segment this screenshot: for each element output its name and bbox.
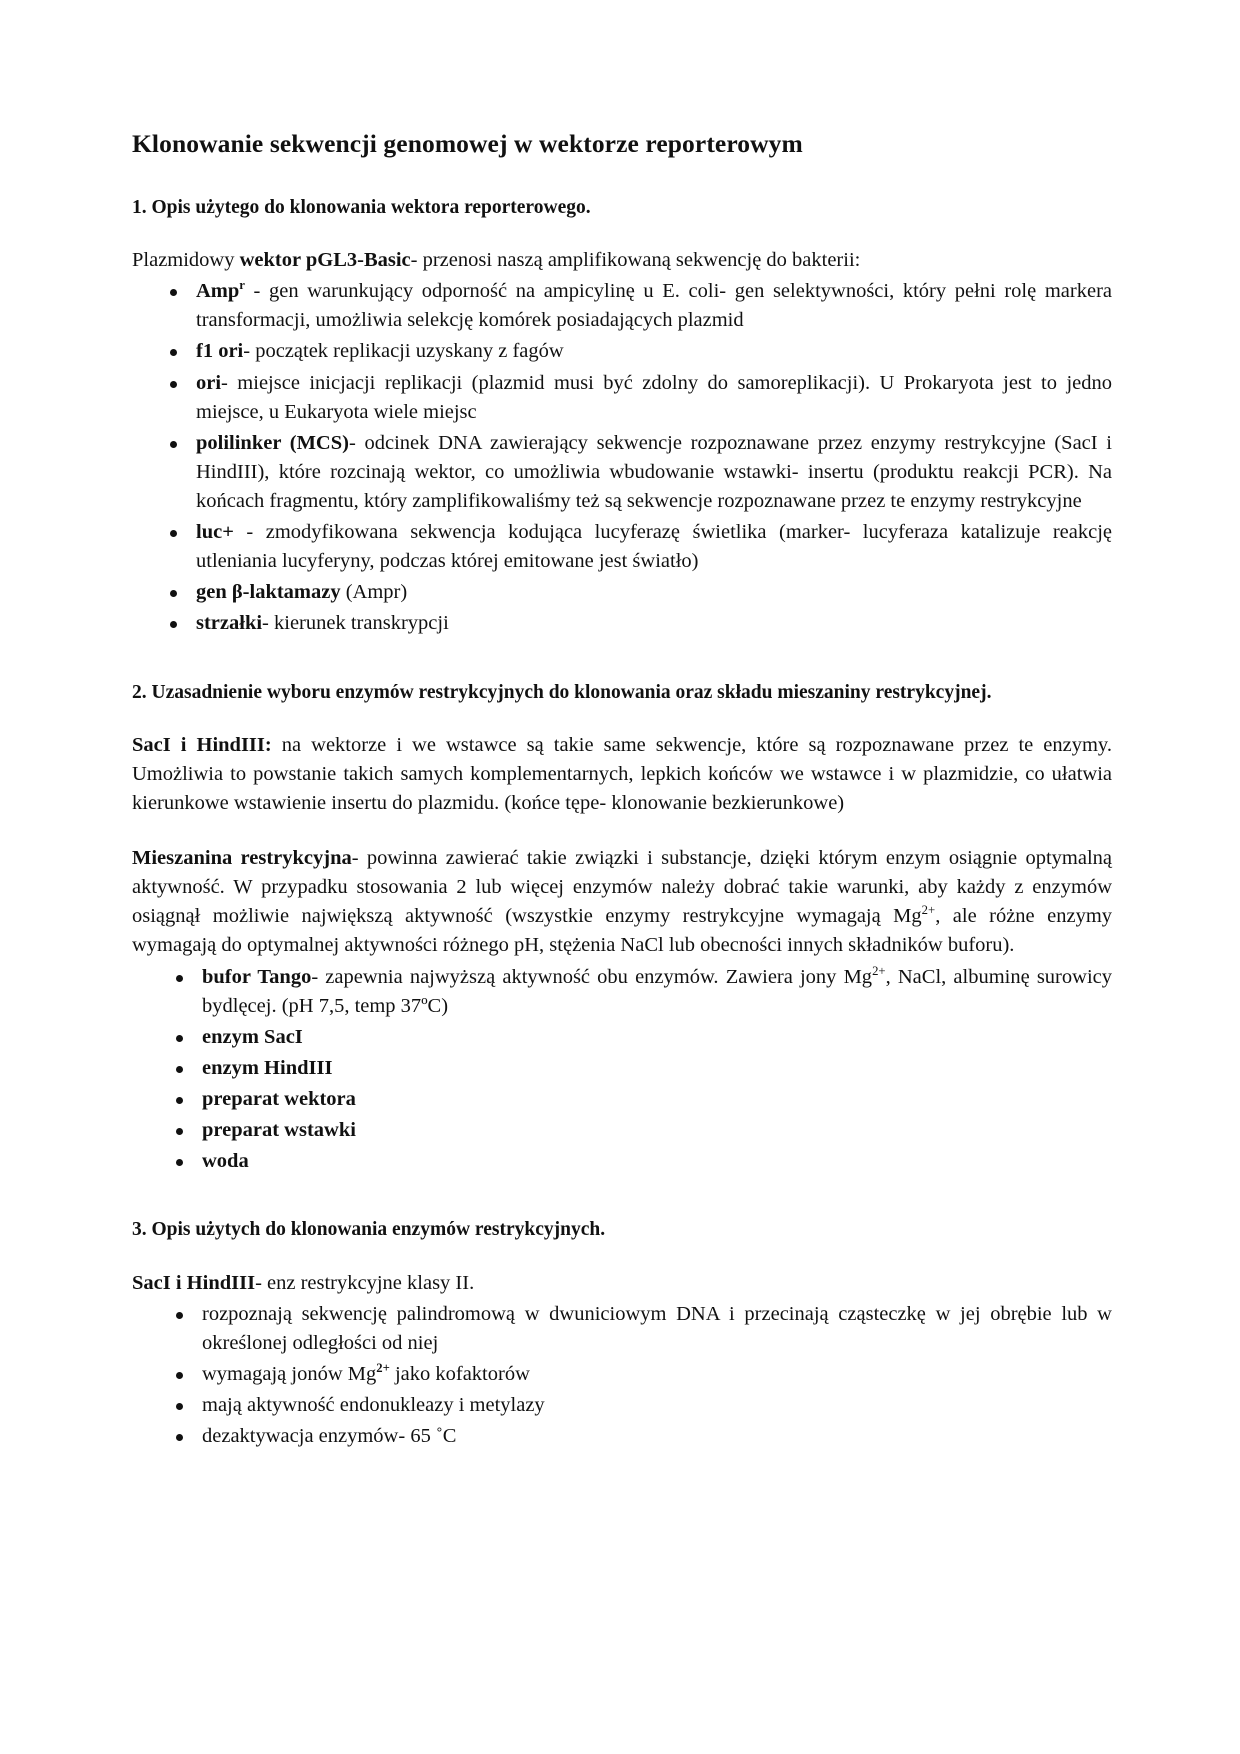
list-item bbox=[132, 337, 1112, 366]
paragraph-text: na wektorze i we wstawce są takie same sekwencje, które są rozpoznawane przez te enzymy. Umożliwia to powstanie takich samych komplementarnych, lepkich końców we wstawce i w plazmidzie, co ułatwia kierunkowe wstawienie insertu do plazmidu. (końce tępe- klonowanie bezkierunkowe) bbox=[132, 733, 1112, 815]
bullet-term: bufor Tango bbox=[202, 965, 312, 988]
bullet-text: (Ampr) bbox=[340, 581, 408, 604]
bullet-term: gen β-laktamazy bbox=[196, 581, 341, 604]
bullet-text: - zmodyfikowana sekwencja kodująca lucyferazę świetlika (marker- lucyferaza katalizuje reakcję utleniania lucyferyny, podczas której emitowane jest światło) bbox=[196, 521, 1112, 573]
bullet-text-a: dezaktywacja enzymów- 65 ˚C bbox=[202, 1425, 457, 1448]
intro-text-before: Plazmidowy bbox=[132, 249, 240, 272]
bullet-term: enzym SacI bbox=[202, 1025, 303, 1048]
bullet-text: - początek replikacji uzyskany z fagów bbox=[243, 340, 564, 363]
magnesium-superscript: 2+ bbox=[921, 903, 936, 918]
magnesium-superscript: 2+ bbox=[872, 963, 886, 978]
list-item bbox=[132, 1422, 1112, 1451]
list-item bbox=[132, 1023, 1112, 1052]
bullet-term: Amp bbox=[196, 280, 240, 303]
bullet-text-b: jako kofaktorów bbox=[389, 1362, 530, 1385]
list-item bbox=[132, 1147, 1112, 1176]
section-2-paragraph-2 bbox=[132, 844, 1112, 960]
bullet-text-c: C) bbox=[427, 994, 449, 1017]
section-1-intro-paragraph bbox=[132, 246, 1112, 275]
section-1-bullet-list bbox=[132, 277, 1112, 638]
bullet-term: ori bbox=[196, 371, 222, 394]
section-1-heading: 1. Opis użytego do klonowania wektora reporterowego. bbox=[132, 196, 591, 218]
paragraph-lead-term: SacI i HindIII bbox=[132, 1271, 256, 1294]
bullet-text: - miejsce inicjacji replikacji (plazmid musi być zdolny do samoreplikacji). U Prokaryota jest to jedno miejsce, u Eukaryota wiele miejsc bbox=[196, 371, 1112, 423]
section-2-heading: 2. Uzasadnienie wyboru enzymów restrykcyjnych do klonowania oraz składu mieszaniny restrykcyjnej. bbox=[132, 681, 992, 703]
bullet-term: woda bbox=[202, 1150, 249, 1173]
bullet-term: luc+ bbox=[196, 521, 234, 544]
bullet-text-a: - zapewnia najwyższą aktywność obu enzymów. Zawiera jony Mg bbox=[311, 965, 873, 988]
bullet-term: preparat wstawki bbox=[202, 1119, 356, 1142]
bullet-term: enzym HindIII bbox=[202, 1056, 333, 1079]
list-item bbox=[132, 1391, 1112, 1420]
bullet-text: - odcinek DNA zawierający sekwencje rozpoznawane przez enzymy restrykcyjne (SacI i HindIII), które rozcinają wektor, co umożliwia wbudowanie wstawki- insertu (produktu reakcji PCR). Na końcach fragmentu, który zamplifikowaliśmy też są sekwencje rozpoznawane przez te enzymy restrykcyjne bbox=[196, 431, 1112, 513]
bullet-text-a: mają aktywność endonukleazy i metylazy bbox=[202, 1394, 545, 1417]
magnesium-superscript: 2+ bbox=[376, 1361, 390, 1376]
paragraph-lead-term: Mieszanina restrykcyjna bbox=[132, 847, 352, 870]
list-item bbox=[132, 609, 1112, 638]
list-item bbox=[132, 578, 1112, 607]
list-item bbox=[132, 277, 1112, 335]
bullet-text: - kierunek transkrypcji bbox=[262, 612, 449, 635]
list-item bbox=[132, 1360, 1112, 1389]
bullet-term: f1 ori bbox=[196, 340, 244, 363]
section-3-paragraph bbox=[132, 1269, 1112, 1298]
bullet-term-superscript: r bbox=[239, 278, 245, 293]
section-2-paragraph-1 bbox=[132, 731, 1112, 818]
paragraph-text: - enz restrykcyjne klasy II. bbox=[255, 1271, 475, 1294]
list-item bbox=[132, 429, 1112, 516]
intro-bold-term: wektor pGL3-Basic bbox=[239, 249, 411, 272]
page-title: Klonowanie sekwencji genomowej w wektorze reporterowym bbox=[132, 129, 803, 158]
list-item bbox=[132, 1116, 1112, 1145]
bullet-text-b: , NaCl, albuminę surowicy bydlęcej. (pH 7,5, temp 37 bbox=[202, 965, 1112, 1017]
bullet-text: - gen warunkujący odporność na ampicylinę u E. coli- gen selektywności, który pełni rolę markera transformacji, umożliwia selekcję komórek posiadających plazmid bbox=[196, 280, 1112, 332]
list-item bbox=[132, 963, 1112, 1021]
bullet-text-a: wymagają jonów Mg bbox=[202, 1362, 377, 1385]
list-item bbox=[132, 1085, 1112, 1114]
degree-symbol: º bbox=[421, 994, 428, 1017]
bullet-text-a: rozpoznają sekwencję palindromową w dwuniciowym DNA i przecinają cząsteczkę w jej obrębie lub w określonej odległości od niej bbox=[202, 1302, 1112, 1354]
section-2-bullet-list bbox=[132, 963, 1112, 1177]
list-item bbox=[132, 518, 1112, 576]
list-item bbox=[132, 1300, 1112, 1358]
paragraph-lead-term: SacI i HindIII: bbox=[132, 733, 272, 756]
bullet-term: strzałki bbox=[196, 612, 263, 635]
section-3-bullet-list bbox=[132, 1300, 1112, 1452]
paragraph-text-b: , ale różne enzymy wymagają do optymalnej aktywności różnego pH, stężenia NaCl lub obecności innych składników buforu). bbox=[132, 905, 1113, 957]
spacer bbox=[132, 665, 1112, 679]
intro-text-after: - przenosi naszą amplifikowaną sekwencję do bakterii: bbox=[410, 249, 861, 272]
spacer bbox=[132, 1202, 1112, 1216]
bullet-term: preparat wektora bbox=[202, 1088, 356, 1111]
section-3-heading: 3. Opis użytych do klonowania enzymów restrykcyjnych. bbox=[132, 1219, 606, 1241]
paragraph-text-a: - powinna zawierać takie związki i substancje, dzięki którym enzym osiągnie optymalną aktywność. W przypadku stosowania 2 lub więcej enzymów należy dobrać takie warunki, aby każdy z enzymów osiągnął możliwie największą aktywność (wszystkie enzymy restrykcyjne wymagają Mg bbox=[132, 847, 1113, 928]
bullet-term: polilinker (MCS) bbox=[196, 431, 349, 454]
list-item bbox=[132, 1054, 1112, 1083]
list-item bbox=[132, 369, 1112, 427]
